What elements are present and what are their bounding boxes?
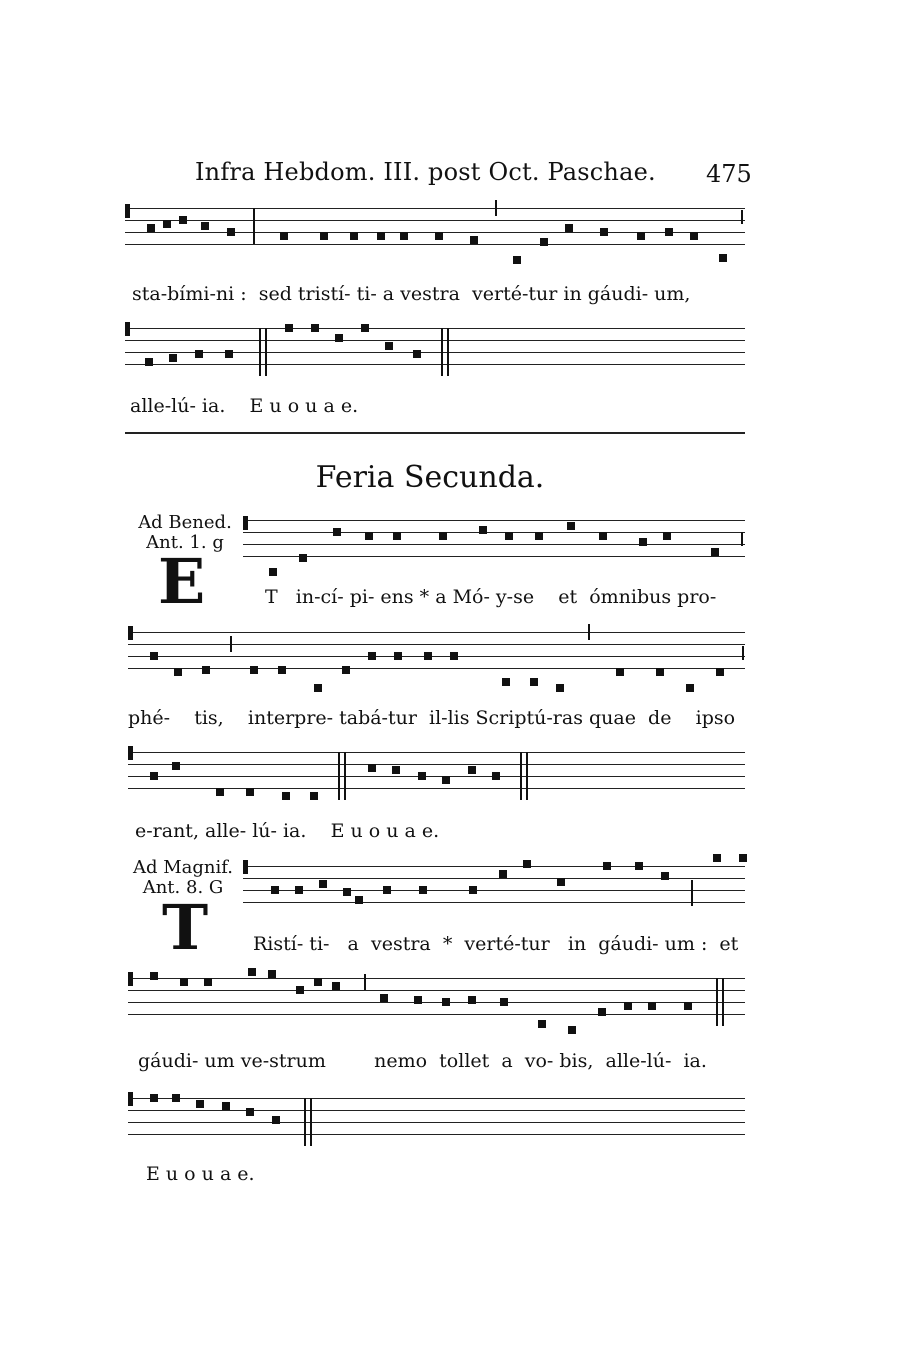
section-divider — [125, 432, 745, 434]
lyric-line-2: alle-lú- ia. E u o u a e. — [130, 395, 359, 417]
clef-icon — [128, 626, 133, 640]
clef-icon — [243, 860, 248, 874]
antiphon-label: Ad Bened. — [138, 512, 232, 533]
staff-1 — [125, 208, 745, 248]
staff-7 — [128, 978, 745, 1018]
clef-icon — [128, 972, 133, 986]
lyric-line-3: T in-cí- pi- ens * a Mó- y-se et ómnibus pro- — [265, 586, 717, 608]
staff-3 — [243, 520, 745, 560]
clef-icon — [125, 322, 130, 336]
initial-letter: T — [162, 891, 209, 964]
clef-icon — [243, 516, 248, 530]
lyric-line-6: Ristí- ti- a vestra * verté-tur in gáudi- um : et — [253, 933, 739, 955]
staff-4 — [128, 632, 745, 672]
antiphon-label: Ad Magnif. — [132, 857, 234, 878]
staff-5 — [128, 752, 745, 792]
clef-icon — [128, 746, 133, 760]
staff-8 — [128, 1098, 745, 1138]
lyric-line-5: e-rant, alle- lú- ia. E u o u a e. — [135, 820, 440, 842]
lyric-line-1: sta-bími-ni : sed tristí- ti- a vestra verté-tur in gáudi- um, — [132, 283, 691, 305]
clef-icon — [128, 1092, 133, 1106]
antiphon-mode: Ant. 8. G — [142, 877, 224, 898]
section-title: Feria Secunda. — [315, 460, 545, 495]
running-header: Infra Hebdom. III. post Oct. Paschae. — [195, 158, 656, 186]
lyric-line-8: E u o u a e. — [146, 1163, 255, 1185]
clef-icon — [125, 204, 130, 218]
page-number: 475 — [706, 160, 752, 188]
staff-2 — [125, 328, 745, 368]
initial-letter: E — [158, 545, 206, 618]
staff-6 — [243, 866, 745, 906]
antiphon-mode: Ant. 1. g — [146, 532, 224, 553]
lyric-line-7: gáudi- um ve-strum nemo tollet a vo- bis, alle-lú- ia. — [138, 1050, 707, 1072]
lyric-line-4: phé- tis, interpre- tabá-tur il-lis Scriptú-ras quae de ipso — [128, 707, 736, 729]
